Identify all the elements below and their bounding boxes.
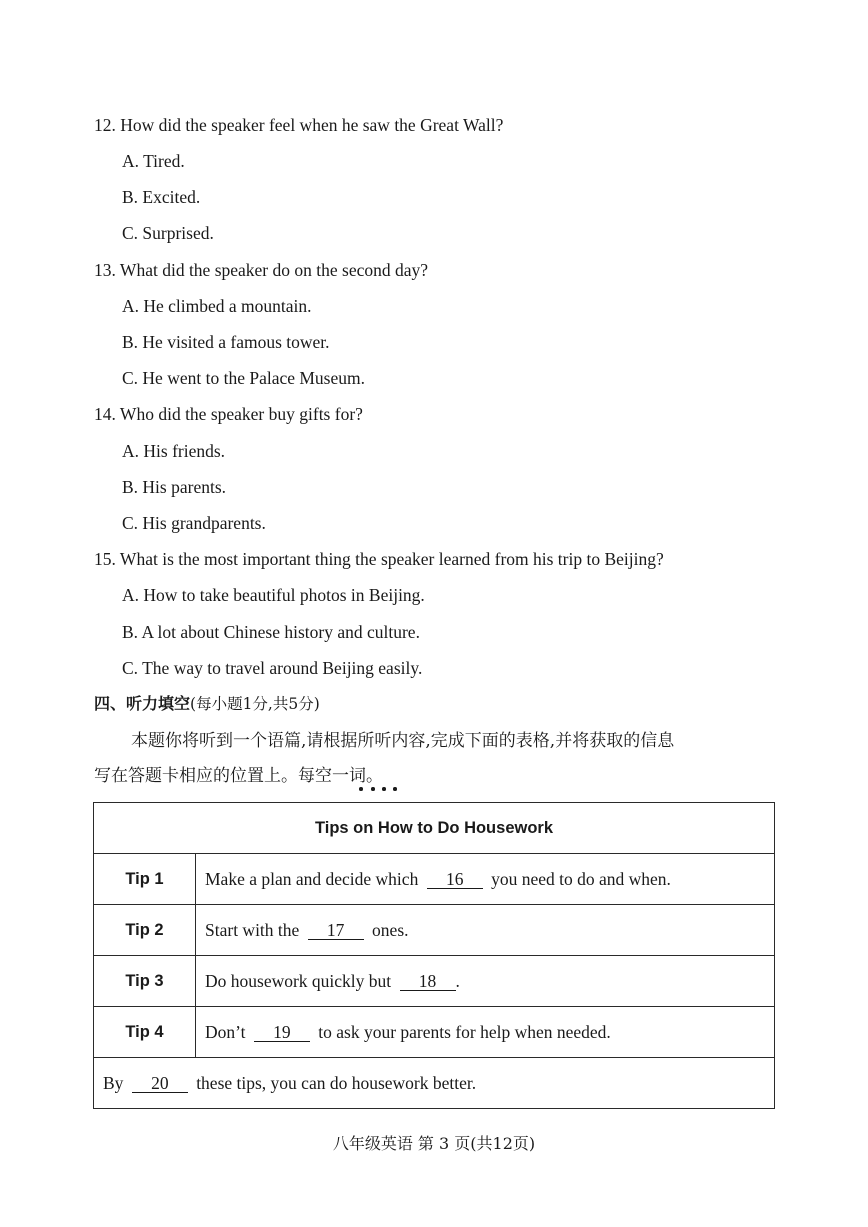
emphasis-dot [371, 787, 375, 791]
tip-text-before: Do housework quickly but [205, 970, 392, 991]
question-15-option-c: C. The way to travel around Beijing easily. [122, 658, 423, 678]
question-13-option-c: C. He went to the Palace Museum. [122, 368, 366, 388]
tips-table [93, 802, 775, 1109]
tip-text [196, 1007, 775, 1058]
tip-text-after: to ask your parents for help when needed. [318, 1021, 611, 1042]
section-score-note: (每小题1分,共5分) [190, 695, 320, 713]
question-13-option-a: A. He climbed a mountain. [122, 296, 312, 316]
emphasis-dots [359, 787, 399, 795]
emphasis-dot [393, 787, 397, 791]
section-heading [94, 693, 320, 715]
summary-text [94, 1058, 775, 1109]
summary-text-before: By [103, 1072, 124, 1093]
tip-label: Tip 4 [94, 1007, 196, 1058]
section-instruction-line-2: 写在答题卡相应的位置上。每空一词。 [94, 766, 383, 786]
question-15-stem: 15. What is the most important thing the speaker learned from his trip to Beijing? [94, 549, 664, 569]
tip-label: Tip 3 [94, 956, 196, 1007]
question-12-option-b: B. Excited. [122, 187, 201, 207]
answer-blank-17: 17 [308, 921, 364, 940]
table-row [94, 905, 775, 956]
tip-text-after: ones. [372, 919, 409, 940]
table-title-row [94, 803, 775, 854]
tip-label: Tip 2 [94, 905, 196, 956]
tip-text-after: you need to do and when. [491, 868, 671, 889]
question-15-option-a: A. How to take beautiful photos in Beijing. [122, 585, 425, 605]
question-14-option-c: C. His grandparents. [122, 513, 266, 533]
tip-text-after: . [455, 970, 460, 991]
tip-text [196, 905, 775, 956]
question-12-option-c: C. Surprised. [122, 223, 214, 243]
question-15-option-b: B. A lot about Chinese history and culture. [122, 622, 420, 642]
question-12-option-a: A. Tired. [122, 151, 185, 171]
tip-text-before: Make a plan and decide which [205, 868, 419, 889]
question-12-stem: 12. How did the speaker feel when he saw the Great Wall? [94, 115, 504, 135]
answer-blank-16: 16 [427, 870, 483, 889]
question-14-stem: 14. Who did the speaker buy gifts for? [94, 404, 363, 424]
summary-text-after: these tips, you can do housework better. [196, 1072, 477, 1093]
emphasis-dot [382, 787, 386, 791]
answer-blank-20: 20 [132, 1074, 188, 1093]
section-title: 四、听力填空 [94, 694, 191, 713]
question-13-stem: 13. What did the speaker do on the second day? [94, 260, 429, 280]
section-instruction-line-1: 本题你将听到一个语篇,请根据所听内容,完成下面的表格,并将获取的信息 [131, 731, 675, 751]
table-row [94, 854, 775, 905]
tip-text-before: Start with the [205, 919, 300, 940]
table-row [94, 1007, 775, 1058]
emphasis-dot [359, 787, 363, 791]
tip-text-before: Don’t [205, 1021, 246, 1042]
answer-blank-18: 18 [400, 972, 456, 991]
question-14-option-a: A. His friends. [122, 441, 226, 461]
table-title: Tips on How to Do Housework [94, 803, 775, 854]
tip-label: Tip 1 [94, 854, 196, 905]
table-row [94, 956, 775, 1007]
question-14-option-b: B. His parents. [122, 477, 227, 497]
answer-blank-19: 19 [254, 1023, 310, 1042]
table-summary-row [94, 1058, 775, 1109]
tip-text [196, 854, 775, 905]
question-13-option-b: B. He visited a famous tower. [122, 332, 330, 352]
page-footer: 八年级英语 第 3 页(共12页) [332, 1134, 536, 1153]
tip-text [196, 956, 775, 1007]
